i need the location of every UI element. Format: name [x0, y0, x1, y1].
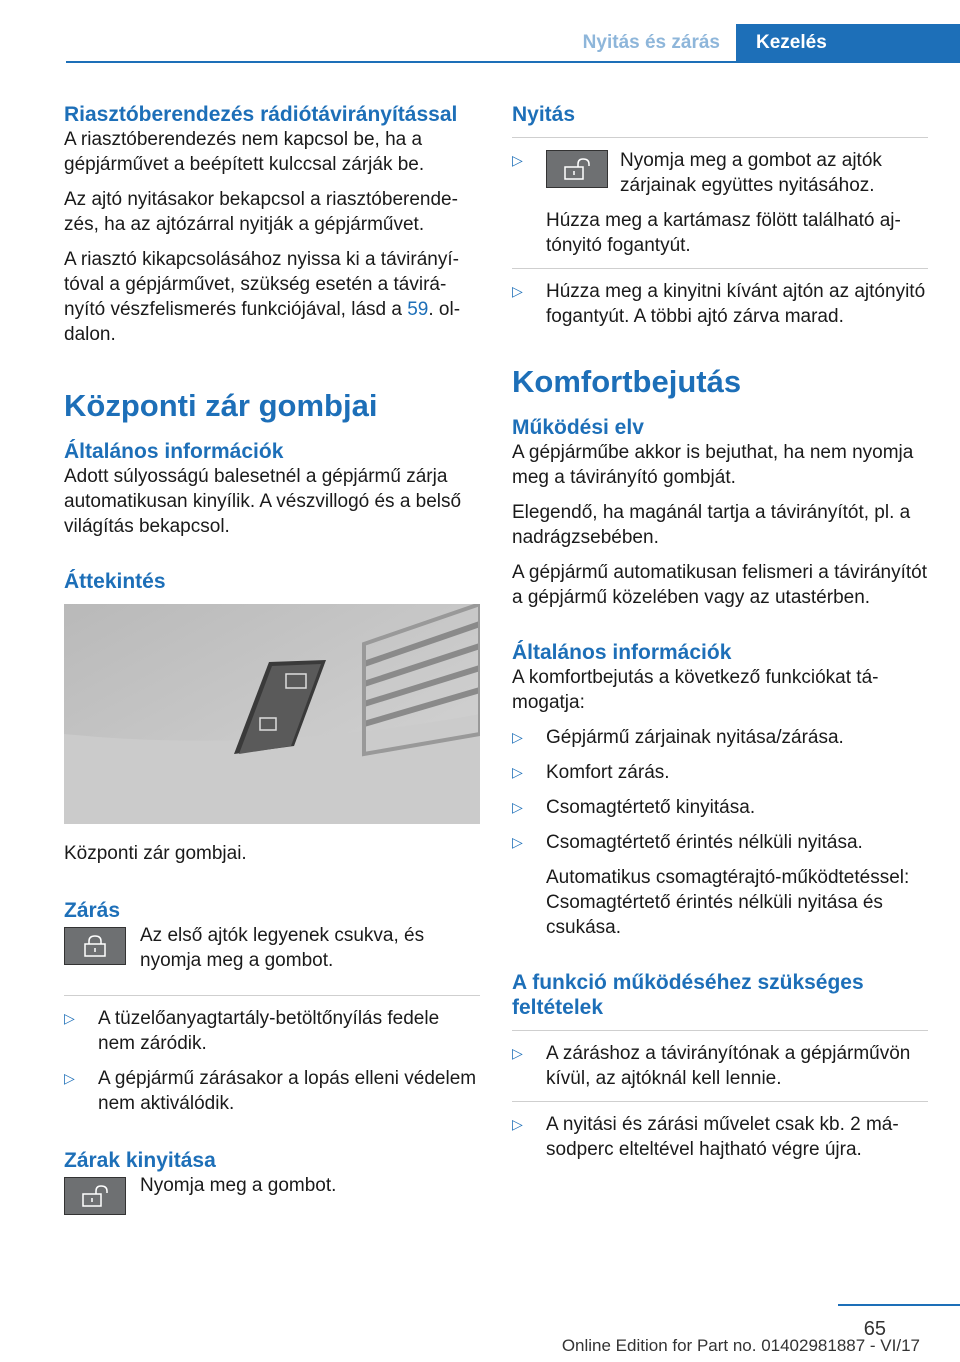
heading-altalanos: Általános információk — [64, 440, 284, 463]
heading-attekintes: Áttekintés — [64, 570, 166, 593]
divider — [512, 1101, 928, 1102]
list-item: ▷ Nyomja meg a gombot az ajtók zárjainak együttes nyitásához. — [512, 150, 882, 196]
heading-mukodesi: Működési elv — [512, 416, 644, 439]
mukodesi-p3: A gépjármű automatikusan felismeri a távirányítót a gépjármű közelében vagy az utastérben. — [512, 562, 928, 608]
triangle-right-icon: ▷ — [512, 799, 523, 815]
unlock-row — [64, 1173, 480, 1245]
page-header — [0, 24, 960, 62]
feltetel-list — [512, 1041, 928, 1091]
list-item: ▷ Csomagtértető kinyitása. — [512, 797, 756, 818]
list-item: ▷ A gépjármű zárásakor a lopás elleni védelem nem aktiválódik. — [64, 1068, 477, 1114]
triangle-right-icon: ▷ — [512, 1116, 523, 1132]
nyitas-list — [512, 148, 928, 198]
divider — [64, 995, 480, 996]
divider — [512, 1030, 928, 1031]
divider — [512, 268, 928, 269]
triangle-right-icon: ▷ — [512, 283, 523, 299]
page-number: 65 — [863, 1318, 886, 1340]
unlock-icon — [563, 158, 591, 180]
heading-kozponti: Központi zár gombjai — [64, 388, 378, 423]
riaszto-p2: Az ajtó nyitásakor bekapcsol a riasztóberendezés, ha az ajtózárral nyitják a gépjárművet. — [64, 189, 458, 235]
triangle-right-icon: ▷ — [64, 1010, 75, 1026]
feltetel-list-2 — [512, 1112, 928, 1162]
list-item: ▷ A záráshoz a távirányítónak a gépjárművön kívül, az ajtóknál kell lennie. — [512, 1043, 911, 1089]
altalanos-r-p: A komfortbejutás a következő funkciókat támogatja: — [512, 667, 879, 713]
heading-zaras: Zárás — [64, 899, 121, 922]
heading-nyitas: Nyitás — [512, 103, 576, 126]
page-link[interactable]: 59 — [407, 299, 429, 320]
altalanos-sub: Automatikus csomagtérajtó-működtetéssel: Csomagtértető érintés nélküli nyitása és csukása. — [546, 867, 910, 938]
lock-icon — [83, 935, 107, 957]
list-item: ▷ Gépjármű zárjainak nyitása/zárása. — [512, 727, 844, 748]
door-lock-photo — [64, 604, 480, 824]
altalanos-list — [512, 725, 928, 855]
mukodesi-p2: Elegendő, ha magánál tartja a távirányítót, pl. a nadrágzsebében. — [512, 502, 911, 548]
heading-komfort: Komfortbejutás — [512, 364, 742, 399]
list-item: ▷ Komfort zárás. — [512, 762, 670, 783]
right-column — [512, 102, 928, 1172]
riaszto-p3: A riasztó kikapcsolásához nyissa ki a távirányítóval a gépjárművet, szükség esetén a távirányító vészfelismerés funkciójával, lásd a 59. oldalon. — [64, 249, 461, 345]
heading-altalanos-r: Általános információk — [512, 641, 732, 664]
triangle-right-icon: ▷ — [64, 1070, 75, 1086]
list-item: ▷ Húzza meg a kinyitni kívánt ajtón az ajtónyitó fogantyút. A többi ajtó zárva marad. — [512, 281, 926, 327]
triangle-right-icon: ▷ — [512, 152, 523, 168]
triangle-right-icon: ▷ — [512, 834, 523, 850]
nyitas-sub: Húzza meg a kartámasz fölött található ajtónyitó fogantyút. — [546, 210, 901, 256]
photo-caption: Központi zár gombjai. — [64, 843, 247, 864]
triangle-right-icon: ▷ — [512, 729, 523, 745]
riaszto-p1: A riasztóberendezés nem kapcsol be, ha a gépjárművet a beépített kulccsal zárják be. — [64, 129, 425, 175]
heading-feltetelek: A funkció működéséhez szükséges feltételek — [512, 971, 864, 1019]
mukodesi-p1: A gépjárműbe akkor is bejuthat, ha nem nyomja meg a távirányító gombját. — [512, 442, 914, 488]
list-item: ▷ A tüzelőanyagtartály-betöltőnyílás fedele nem záródik. — [64, 1008, 440, 1054]
heading-riaszto: Riasztóberendezés rádiótávirányítással — [64, 103, 458, 126]
header-section: Nyitás és zárás — [582, 32, 720, 53]
edition-footer: Online Edition for Part no. 01402981887 - VI/17 — [561, 1336, 920, 1355]
zaras-p: Az első ajtók legyenek csukva, és nyomja meg a gombot. — [140, 925, 425, 971]
triangle-right-icon: ▷ — [512, 764, 523, 780]
header-rule — [66, 61, 960, 63]
unlock-button[interactable] — [64, 1177, 126, 1215]
lock-button[interactable] — [64, 927, 126, 965]
divider — [512, 137, 928, 138]
altalanos-p: Adott súlyosságú balesetnél a gépjármű zárja automatikusan kinyílik. A vészvillogó és a belső világítás bekapcsol. — [64, 466, 462, 537]
lock-row — [64, 923, 480, 995]
zarak-p: Nyomja meg a gombot. — [140, 1175, 337, 1196]
zaras-list — [64, 1006, 480, 1116]
unlock-icon — [81, 1185, 109, 1207]
nyitas-list-2 — [512, 279, 928, 329]
list-item: ▷ Csomagtértető érintés nélküli nyitása. — [512, 832, 863, 853]
unlock-button[interactable] — [546, 150, 608, 188]
list-item: ▷ A nyitási és zárási művelet csak kb. 2 másodperc elteltével hajtható végre újra. — [512, 1114, 899, 1160]
page-number-rule — [838, 1304, 960, 1306]
header-tab: Kezelés — [736, 24, 960, 62]
left-column — [64, 102, 480, 1245]
heading-zarak-kinyitasa: Zárak kinyitása — [64, 1149, 216, 1172]
triangle-right-icon: ▷ — [512, 1045, 523, 1061]
